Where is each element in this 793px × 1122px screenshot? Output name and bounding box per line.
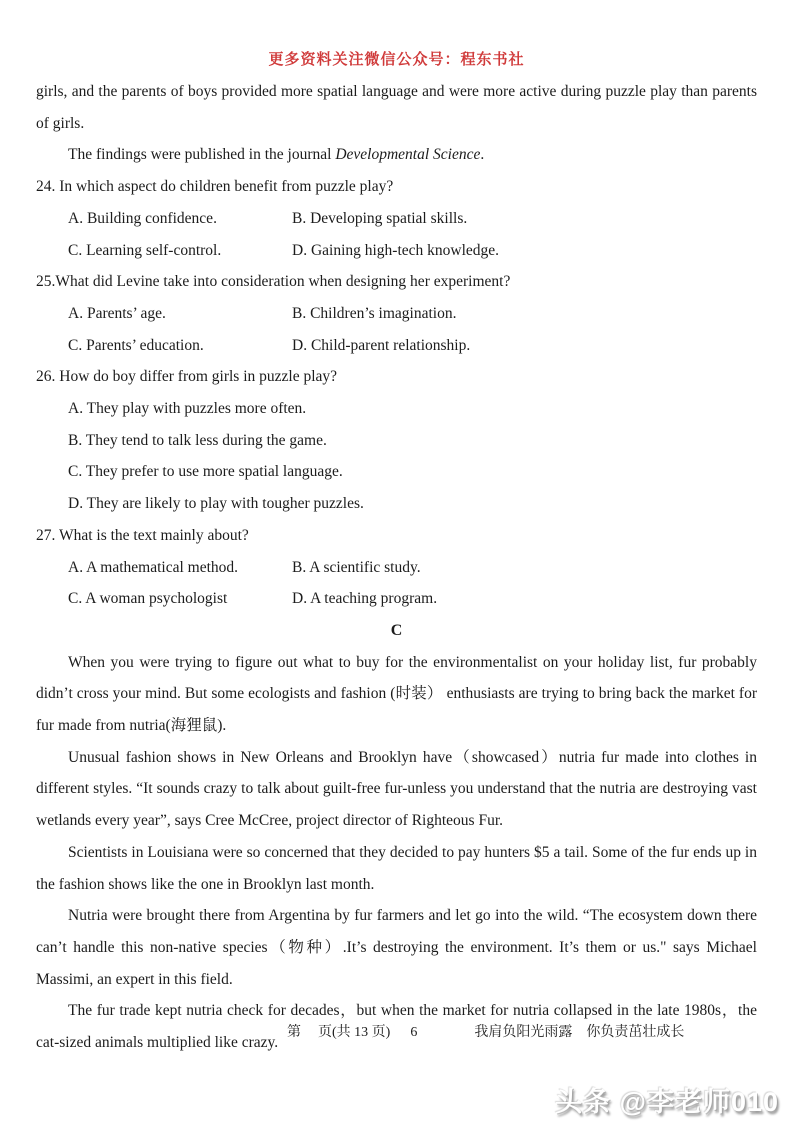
question-text: 27. What is the text mainly about?: [36, 526, 249, 544]
question-27-options: [68, 552, 757, 615]
footer-slogan-left: 我肩负阳光雨露: [474, 1025, 573, 1040]
page-content: [36, 76, 757, 1059]
option-d: D. A teaching program.: [292, 590, 438, 608]
passage-c-paragraph-2: Unusual fashion shows in New Orleans and Brooklyn have（showcased）nutria fur made into clothes in different styles. “It sounds crazy to talk about guilt-free fur-unless you understand that the nutria are destroying vast wetlands every year”, says Cree McCree, project director of Righteous Fur.: [36, 748, 757, 830]
option-c: C. They prefer to use more spatial language.: [68, 463, 343, 481]
option-d: D. They are likely to play with tougher puzzles.: [68, 495, 364, 513]
question-26: [36, 361, 757, 520]
question-24: [36, 171, 757, 266]
question-27: [36, 520, 757, 615]
option-a: A. A mathematical method.: [68, 558, 239, 576]
footer-slogan-right: 你负责茁壮成长: [586, 1025, 685, 1040]
option-a: A. They play with puzzles more often.: [68, 400, 307, 418]
findings-suffix: .: [480, 146, 485, 164]
question-25-options: [68, 298, 757, 361]
passage-c-paragraph-5: The fur trade kept nutria check for decades，but when the market for nutria collapsed in the late 1980s，the cat-sized animals multiplied like crazy.: [36, 1002, 757, 1052]
option-c: C. A woman psychologist: [68, 590, 228, 608]
option-c: C. Learning self-control.: [68, 241, 222, 259]
footer-page-prefix: 第: [287, 1025, 301, 1040]
option-c: C. Parents’ education.: [68, 336, 204, 354]
option-b: B. They tend to talk less during the game.: [68, 431, 327, 449]
option-d: D. Gaining high-tech knowledge.: [292, 241, 500, 259]
footer-page-number: 6: [410, 1025, 418, 1040]
question-26-options: [68, 393, 757, 520]
passage-b-last-line: girls, and the parents of boys provided more spatial language and were more active during puzzle play than parents of girls.: [36, 83, 757, 132]
question-text: 24. In which aspect do children benefit from puzzle play?: [36, 178, 394, 196]
page-footer: [0, 1024, 793, 1042]
question-text: 25.What did Levine take into consideration when designing her experiment?: [36, 273, 511, 291]
option-b: B. A scientific study.: [292, 558, 421, 576]
toutiao-watermark: 头条 @李老师010: [555, 1087, 779, 1117]
findings-prefix: The findings were published in the journal: [68, 146, 336, 164]
option-b: B. Developing spatial skills.: [292, 209, 468, 227]
option-b: B. Children’s imagination.: [292, 304, 457, 322]
question-25: [36, 266, 757, 361]
journal-name: Developmental Science: [335, 146, 481, 164]
option-d: D. Child-parent relationship.: [292, 336, 471, 354]
findings-line: [36, 139, 757, 171]
wechat-notice: 更多资料关注微信公众号：程东书社: [268, 52, 525, 68]
passage-c-paragraph-1: When you were trying to figure out what to buy for the environmentalist on your holiday list, fur probably didn’t cross your mind. But some ecologists and fashion (时装） enthusiasts are trying to bring back the market for fur made from nutria(海狸鼠).: [36, 653, 757, 735]
option-a: A. Parents’ age.: [68, 304, 166, 322]
passage-c-paragraph-3: Scientists in Louisiana were so concerned that they decided to pay hunters $5 a tail. Some of the fur ends up in the fashion shows like the one in Brooklyn last month.: [36, 843, 757, 893]
passage-c-paragraph-4: Nutria were brought there from Argentina by fur farmers and let go into the wild. “The ecosystem down there can’t handle this non-native species（物种）.It’s destroying the environment. It’s them or us." says Michael Massimi, an expert in this field.: [36, 907, 757, 988]
section-c-heading: C: [390, 621, 403, 639]
question-24-options: [68, 203, 757, 266]
question-text: 26. How do boy differ from girls in puzzle play?: [36, 368, 338, 386]
option-a: A. Building confidence.: [68, 209, 217, 227]
footer-page-total: 页(共 13 页): [318, 1025, 391, 1040]
